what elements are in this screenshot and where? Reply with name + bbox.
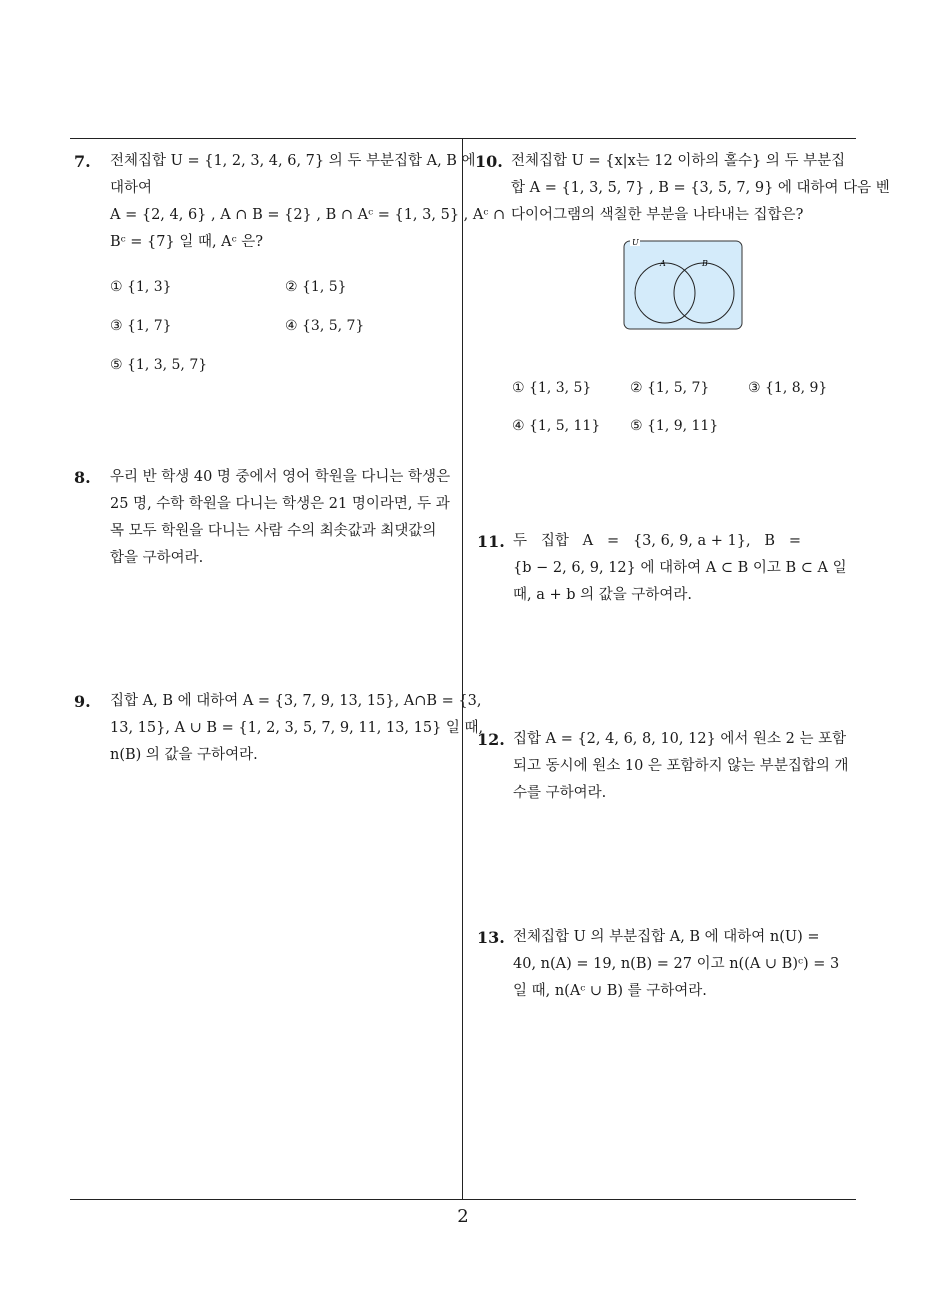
question-line: {b − 2, 6, 9, 12} 에 대하여 A ⊂ B 이고 B ⊂ A 일 xyxy=(513,560,847,576)
question-number: 8. xyxy=(74,468,91,487)
question-text xyxy=(513,924,839,1005)
question-line: 40, n(A) = 19, n(B) = 27 이고 n((A ∪ B)ᶜ) = 3 xyxy=(513,956,840,972)
question-line: 25 명, 수학 학원을 다니는 학생은 21 명이라면, 두 과 xyxy=(110,496,450,512)
column-divider xyxy=(462,139,463,1199)
question-line: Bᶜ = {7} 일 때, Aᶜ 은? xyxy=(110,234,264,250)
question-line: 집합 A, B 에 대하여 A = {3, 7, 9, 13, 15}, A∩B = {3, xyxy=(110,693,482,709)
venn-label-b: B xyxy=(702,259,708,268)
question-line: 집합 A = {2, 4, 6, 8, 10, 12} 에서 원소 2 는 포함 xyxy=(513,731,847,747)
choice-3[interactable]: ③ {1, 8, 9} xyxy=(748,380,828,396)
bottom-rule xyxy=(70,1199,856,1200)
venn-universe-box xyxy=(624,241,742,329)
question-line: 때, a + b 의 값을 구하여라. xyxy=(513,587,693,603)
choice-2[interactable]: ② {1, 5} xyxy=(285,279,347,295)
choice-4[interactable]: ④ {1, 5, 11} xyxy=(512,418,601,434)
question-line: 수를 구하여라. xyxy=(513,785,607,801)
question-line: 전체집합 U = {1, 2, 3, 4, 6, 7} 의 두 부분집합 A, B 에 xyxy=(110,153,476,169)
page-number: 2 xyxy=(457,1206,469,1227)
venn-diagram xyxy=(622,237,746,333)
question-line: 되고 동시에 원소 10 은 포함하지 않는 부분집합의 개 xyxy=(513,758,849,774)
question-line: 목 모두 학원을 다니는 사람 수의 최솟값과 최댓값의 xyxy=(110,523,437,539)
question-line: 우리 반 학생 40 명 중에서 영어 학원을 다니는 학생은 xyxy=(110,469,451,485)
question-line: 전체집합 U = {x|x는 12 이하의 홀수} 의 두 부분집 xyxy=(511,153,846,169)
top-rule xyxy=(70,138,856,139)
question-line: 13, 15}, A ∪ B = {1, 2, 3, 5, 7, 9, 11, 13, 15} 일 때, xyxy=(110,720,484,736)
question-number: 9. xyxy=(74,692,91,711)
question-line: 대하여 xyxy=(110,180,153,196)
question-number: 13. xyxy=(477,928,505,947)
question-line: 합을 구하여라. xyxy=(110,550,204,566)
question-number: 10. xyxy=(475,152,503,171)
question-number: 12. xyxy=(477,730,505,749)
choice-5[interactable]: ⑤ {1, 9, 11} xyxy=(630,418,719,434)
question-line: 전체집합 U 의 부분집합 A, B 에 대하여 n(U) = xyxy=(513,929,820,945)
question-text xyxy=(513,528,847,609)
question-line: 일 때, n(Aᶜ ∪ B) 를 구하여라. xyxy=(513,983,707,999)
question-text xyxy=(511,148,890,229)
venn-label-u: U xyxy=(632,238,639,247)
question-number: 11. xyxy=(477,532,505,551)
choice-4[interactable]: ④ {3, 5, 7} xyxy=(285,318,365,334)
question-text xyxy=(110,464,450,572)
question-number: 7. xyxy=(74,152,91,171)
choice-1[interactable]: ① {1, 3} xyxy=(110,279,172,295)
question-text xyxy=(110,688,483,769)
question-text xyxy=(513,726,848,807)
venn-label-a: A xyxy=(660,259,666,268)
question-line: n(B) 의 값을 구하여라. xyxy=(110,747,258,763)
choice-1[interactable]: ① {1, 3, 5} xyxy=(512,380,592,396)
question-line: 두 집합 A = {3, 6, 9, a + 1}, B = xyxy=(513,533,802,549)
question-line: 다이어그램의 색칠한 부분을 나타내는 집합은? xyxy=(511,207,804,223)
choice-5[interactable]: ⑤ {1, 3, 5, 7} xyxy=(110,357,208,373)
choice-3[interactable]: ③ {1, 7} xyxy=(110,318,172,334)
question-line: 합 A = {1, 3, 5, 7} , B = {3, 5, 7, 9} 에 대하여 다음 벤 xyxy=(511,180,890,196)
question-text xyxy=(110,148,505,256)
choice-2[interactable]: ② {1, 5, 7} xyxy=(630,380,710,396)
question-line: A = {2, 4, 6} , A ∩ B = {2} , B ∩ Aᶜ = {1, 3, 5} , Aᶜ ∩ xyxy=(110,207,506,223)
